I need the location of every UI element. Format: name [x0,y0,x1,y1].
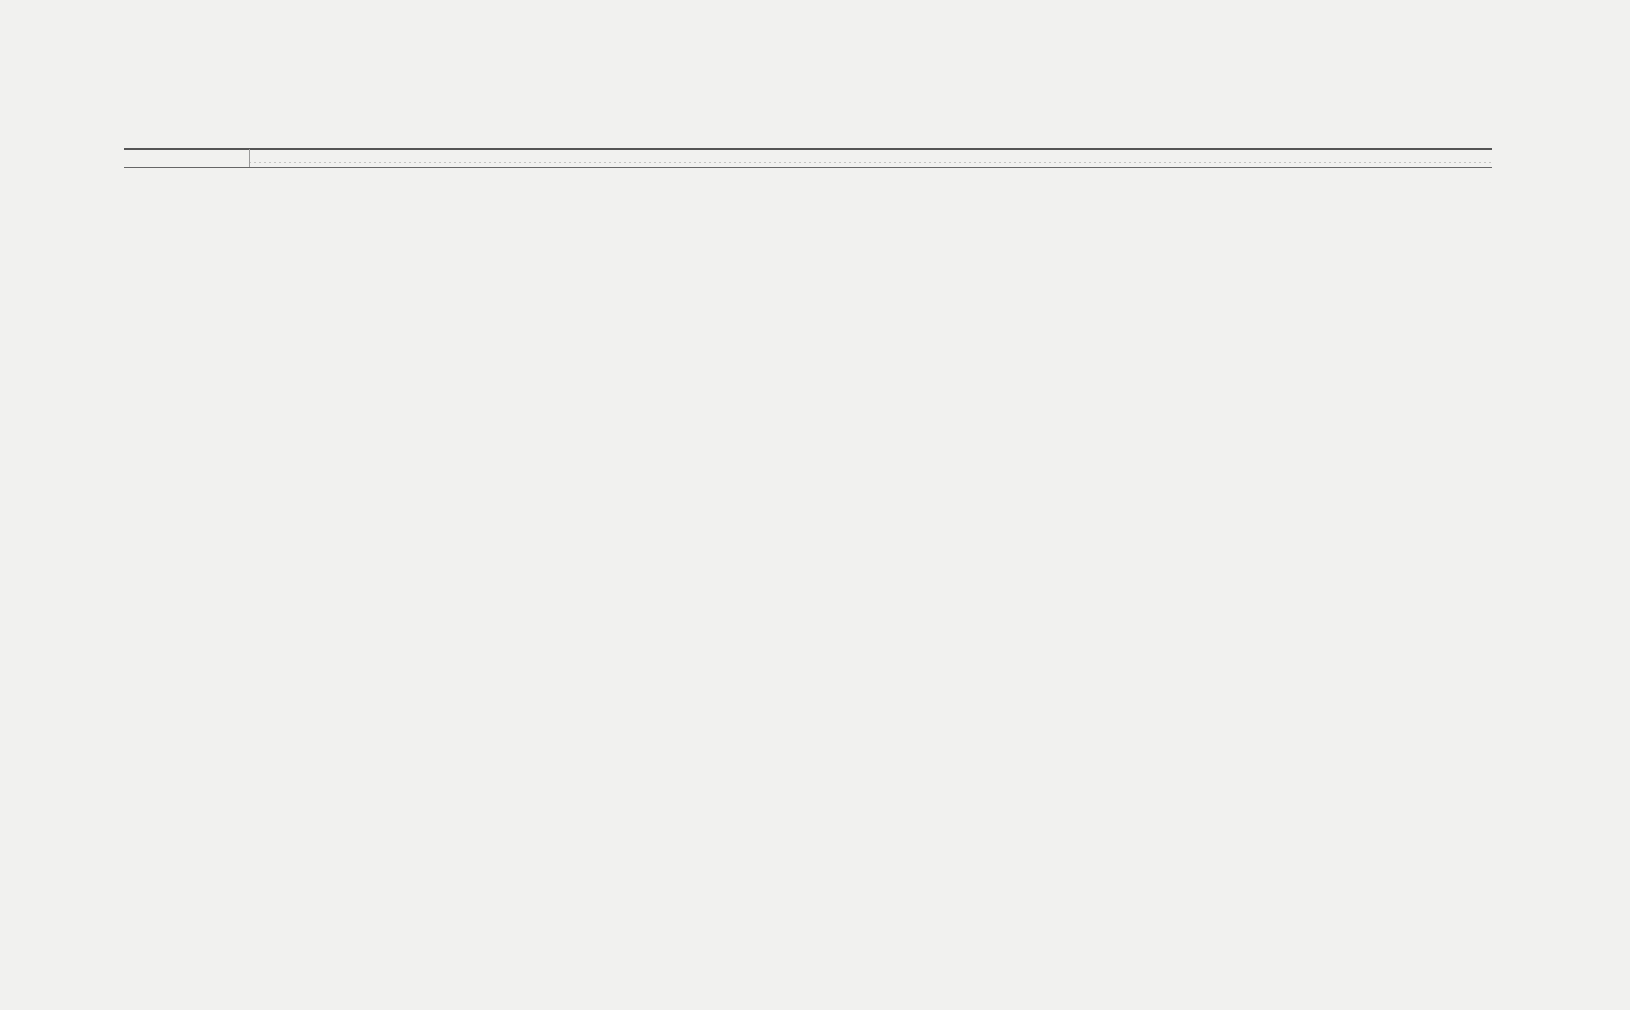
deaths-table-wrap [124,148,1492,168]
header-intl-number [124,149,249,168]
deaths-table [124,148,1492,168]
header-causes [249,149,1492,168]
